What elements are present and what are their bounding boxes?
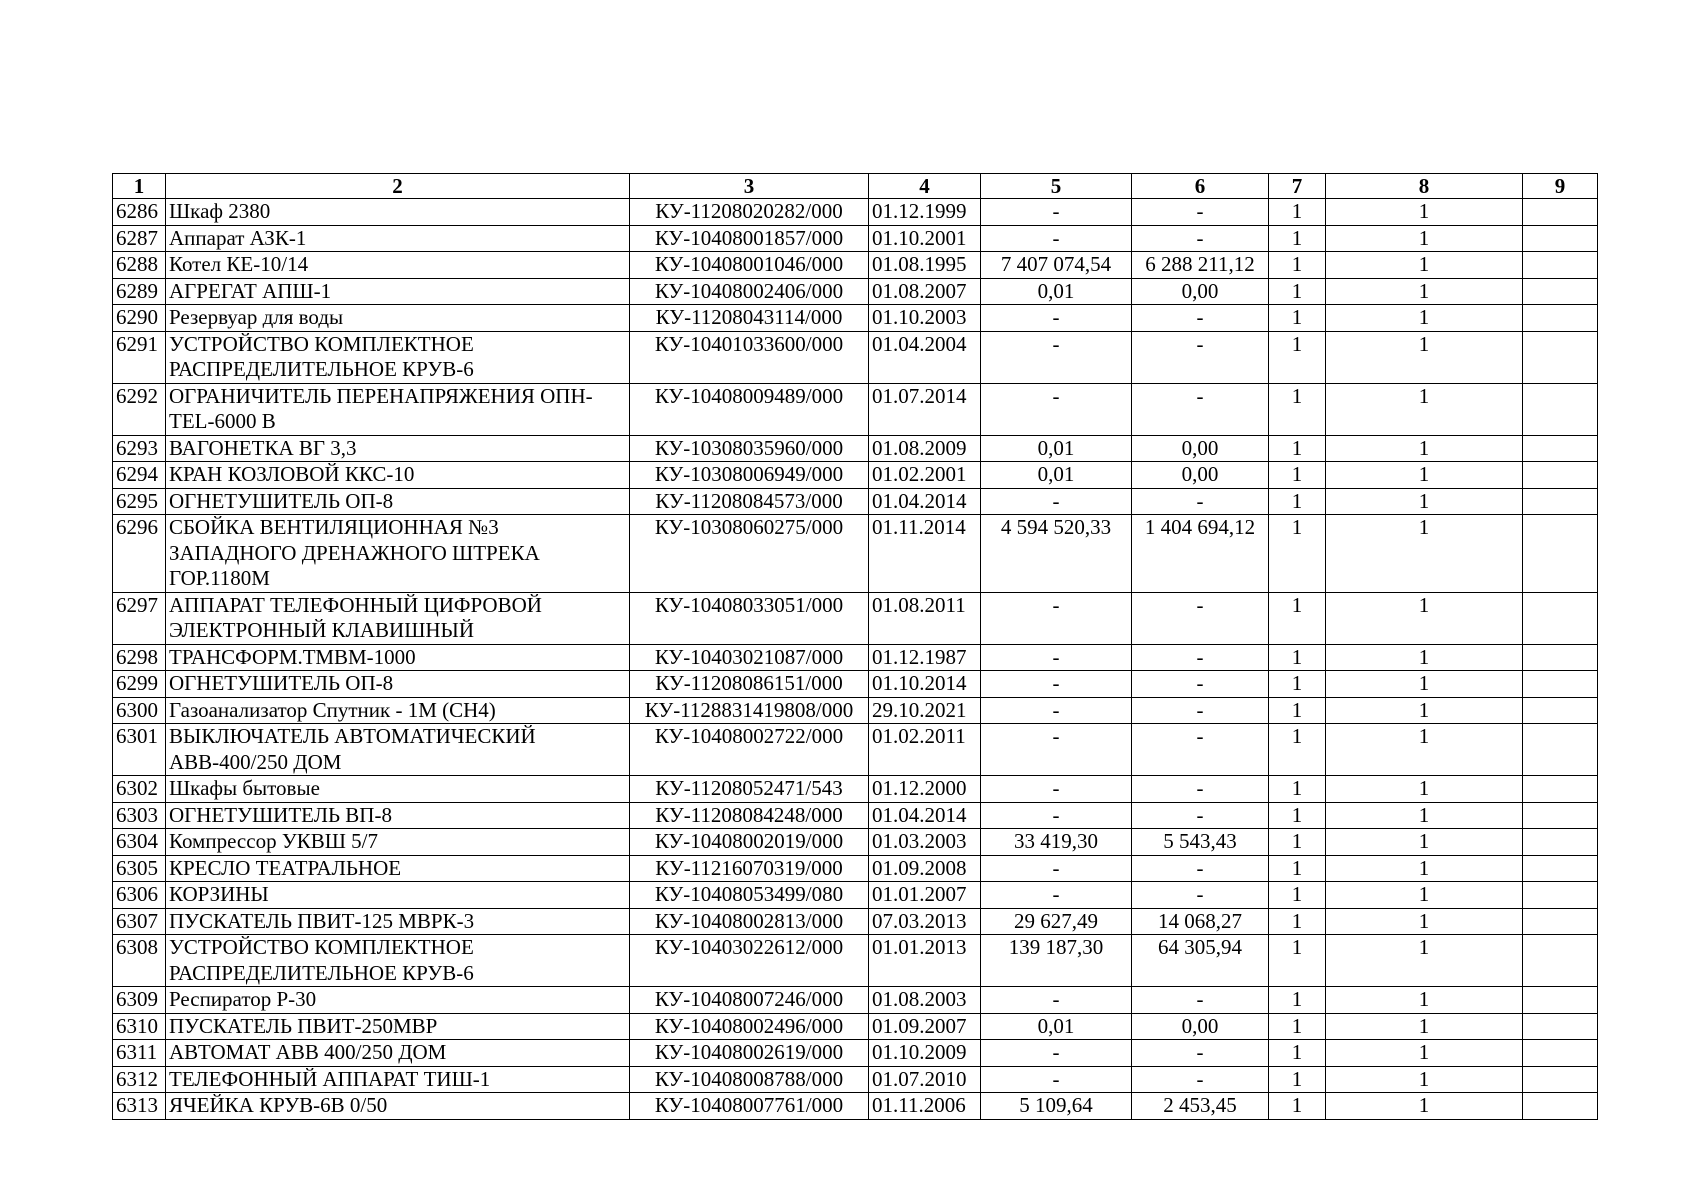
note-cell: [1523, 855, 1598, 882]
initial-cost-cell: -: [981, 1040, 1132, 1067]
quantity-actual-cell: 1: [1326, 908, 1523, 935]
table-row: [113, 882, 1598, 909]
quantity-actual-cell: 1: [1326, 724, 1523, 776]
row-number-cell: 6292: [113, 383, 166, 435]
quantity-cell: 1: [1269, 515, 1326, 593]
residual-value-cell: -: [1132, 882, 1269, 909]
residual-value-cell: -: [1132, 802, 1269, 829]
row-number-cell: 6296: [113, 515, 166, 593]
residual-value-cell: -: [1132, 987, 1269, 1014]
date-cell: 01.08.2011: [869, 592, 981, 644]
quantity-actual-cell: 1: [1326, 515, 1523, 593]
quantity-cell: 1: [1269, 776, 1326, 803]
inventory-number-cell: КУ-10408053499/080: [630, 882, 869, 909]
inventory-number-cell: КУ-10408002813/000: [630, 908, 869, 935]
table-row: [113, 644, 1598, 671]
residual-value-cell: -: [1132, 724, 1269, 776]
note-cell: [1523, 802, 1598, 829]
quantity-cell: 1: [1269, 225, 1326, 252]
initial-cost-cell: -: [981, 697, 1132, 724]
quantity-actual-cell: 1: [1326, 252, 1523, 279]
inventory-number-cell: КУ-10408002619/000: [630, 1040, 869, 1067]
row-number-cell: 6307: [113, 908, 166, 935]
table-row: [113, 802, 1598, 829]
date-cell: 01.08.2009: [869, 435, 981, 462]
quantity-actual-cell: 1: [1326, 1040, 1523, 1067]
quantity-cell: 1: [1269, 697, 1326, 724]
residual-value-cell: 0,00: [1132, 462, 1269, 489]
note-cell: [1523, 225, 1598, 252]
inventory-number-cell: КУ-11208043114/000: [630, 305, 869, 332]
row-number-cell: 6288: [113, 252, 166, 279]
initial-cost-cell: 33 419,30: [981, 829, 1132, 856]
note-cell: [1523, 935, 1598, 987]
initial-cost-cell: -: [981, 1066, 1132, 1093]
column-header-4: 4: [869, 174, 981, 199]
quantity-actual-cell: 1: [1326, 935, 1523, 987]
residual-value-cell: -: [1132, 199, 1269, 226]
date-cell: 01.08.1995: [869, 252, 981, 279]
table-row: [113, 724, 1598, 776]
quantity-actual-cell: 1: [1326, 987, 1523, 1014]
item-name-cell: СБОЙКА ВЕНТИЛЯЦИОННАЯ №3 ЗАПАДНОГО ДРЕНАЖНОГО ШТРЕКА ГОР.1180М: [166, 515, 630, 593]
inventory-number-cell: КУ-1128831419808/000: [630, 697, 869, 724]
quantity-cell: 1: [1269, 829, 1326, 856]
quantity-actual-cell: 1: [1326, 225, 1523, 252]
quantity-cell: 1: [1269, 305, 1326, 332]
quantity-actual-cell: 1: [1326, 278, 1523, 305]
item-name-cell: ЯЧЕЙКА КРУВ-6В 0/50: [166, 1093, 630, 1120]
quantity-cell: 1: [1269, 855, 1326, 882]
inventory-number-cell: КУ-11208084573/000: [630, 488, 869, 515]
initial-cost-cell: 7 407 074,54: [981, 252, 1132, 279]
date-cell: 01.09.2007: [869, 1013, 981, 1040]
row-number-cell: 6308: [113, 935, 166, 987]
note-cell: [1523, 1066, 1598, 1093]
date-cell: 01.11.2006: [869, 1093, 981, 1120]
initial-cost-cell: -: [981, 592, 1132, 644]
date-cell: 01.10.2001: [869, 225, 981, 252]
residual-value-cell: -: [1132, 331, 1269, 383]
initial-cost-cell: 0,01: [981, 1013, 1132, 1040]
inventory-number-cell: КУ-10408007761/000: [630, 1093, 869, 1120]
table-body: [113, 199, 1598, 1120]
table-row: [113, 1040, 1598, 1067]
inventory-number-cell: КУ-10408002496/000: [630, 1013, 869, 1040]
note-cell: [1523, 908, 1598, 935]
quantity-actual-cell: 1: [1326, 462, 1523, 489]
inventory-number-cell: КУ-10403022612/000: [630, 935, 869, 987]
quantity-actual-cell: 1: [1326, 199, 1523, 226]
residual-value-cell: 6 288 211,12: [1132, 252, 1269, 279]
inventory-number-cell: КУ-10401033600/000: [630, 331, 869, 383]
item-name-cell: Аппарат АЗК-1: [166, 225, 630, 252]
initial-cost-cell: 5 109,64: [981, 1093, 1132, 1120]
quantity-actual-cell: 1: [1326, 644, 1523, 671]
table-row: [113, 305, 1598, 332]
row-number-cell: 6305: [113, 855, 166, 882]
residual-value-cell: -: [1132, 1040, 1269, 1067]
row-number-cell: 6298: [113, 644, 166, 671]
date-cell: 01.10.2009: [869, 1040, 981, 1067]
residual-value-cell: -: [1132, 776, 1269, 803]
note-cell: [1523, 252, 1598, 279]
quantity-actual-cell: 1: [1326, 802, 1523, 829]
table-row: [113, 697, 1598, 724]
row-number-cell: 6291: [113, 331, 166, 383]
inventory-number-cell: КУ-11208052471/543: [630, 776, 869, 803]
quantity-cell: 1: [1269, 1093, 1326, 1120]
table-row: [113, 829, 1598, 856]
inventory-number-cell: КУ-10408001857/000: [630, 225, 869, 252]
quantity-actual-cell: 1: [1326, 1013, 1523, 1040]
item-name-cell: АВТОМАТ АВВ 400/250 ДОМ: [166, 1040, 630, 1067]
date-cell: 01.12.1987: [869, 644, 981, 671]
item-name-cell: Компрессор УКВШ 5/7: [166, 829, 630, 856]
initial-cost-cell: -: [981, 383, 1132, 435]
row-number-cell: 6294: [113, 462, 166, 489]
date-cell: 01.12.2000: [869, 776, 981, 803]
initial-cost-cell: 4 594 520,33: [981, 515, 1132, 593]
item-name-cell: ТЕЛЕФОННЫЙ АППАРАТ ТИШ-1: [166, 1066, 630, 1093]
table-row: [113, 278, 1598, 305]
row-number-cell: 6304: [113, 829, 166, 856]
row-number-cell: 6312: [113, 1066, 166, 1093]
date-cell: 01.09.2008: [869, 855, 981, 882]
initial-cost-cell: -: [981, 802, 1132, 829]
initial-cost-cell: 139 187,30: [981, 935, 1132, 987]
quantity-cell: 1: [1269, 488, 1326, 515]
item-name-cell: КОРЗИНЫ: [166, 882, 630, 909]
date-cell: 01.04.2014: [869, 802, 981, 829]
inventory-number-cell: КУ-10408008788/000: [630, 1066, 869, 1093]
date-cell: 01.07.2010: [869, 1066, 981, 1093]
residual-value-cell: -: [1132, 1066, 1269, 1093]
row-number-cell: 6303: [113, 802, 166, 829]
row-number-cell: 6300: [113, 697, 166, 724]
note-cell: [1523, 383, 1598, 435]
row-number-cell: 6287: [113, 225, 166, 252]
initial-cost-cell: 29 627,49: [981, 908, 1132, 935]
quantity-actual-cell: 1: [1326, 882, 1523, 909]
initial-cost-cell: -: [981, 305, 1132, 332]
residual-value-cell: -: [1132, 671, 1269, 698]
initial-cost-cell: -: [981, 225, 1132, 252]
quantity-cell: 1: [1269, 592, 1326, 644]
item-name-cell: ОГРАНИЧИТЕЛЬ ПЕРЕНАПРЯЖЕНИЯ ОПН-TEL-6000 В: [166, 383, 630, 435]
table-row: [113, 331, 1598, 383]
table-row: [113, 435, 1598, 462]
item-name-cell: Респиратор Р-30: [166, 987, 630, 1014]
residual-value-cell: -: [1132, 383, 1269, 435]
row-number-cell: 6313: [113, 1093, 166, 1120]
item-name-cell: Газоанализатор Спутник - 1М (СН4): [166, 697, 630, 724]
note-cell: [1523, 987, 1598, 1014]
inventory-number-cell: КУ-10408009489/000: [630, 383, 869, 435]
table-row: [113, 1093, 1598, 1120]
inventory-number-cell: КУ-10408033051/000: [630, 592, 869, 644]
table-row: [113, 855, 1598, 882]
table-row: [113, 462, 1598, 489]
row-number-cell: 6293: [113, 435, 166, 462]
item-name-cell: УСТРОЙСТВО КОМПЛЕКТНОЕ РАСПРЕДЕЛИТЕЛЬНОЕ КРУВ-6: [166, 331, 630, 383]
quantity-actual-cell: 1: [1326, 305, 1523, 332]
date-cell: 01.02.2011: [869, 724, 981, 776]
quantity-cell: 1: [1269, 331, 1326, 383]
row-number-cell: 6289: [113, 278, 166, 305]
inventory-number-cell: КУ-10408002722/000: [630, 724, 869, 776]
quantity-cell: 1: [1269, 1013, 1326, 1040]
date-cell: 01.04.2014: [869, 488, 981, 515]
residual-value-cell: -: [1132, 697, 1269, 724]
item-name-cell: ПУСКАТЕЛЬ ПВИТ-250МВР: [166, 1013, 630, 1040]
date-cell: 01.07.2014: [869, 383, 981, 435]
inventory-number-cell: КУ-10408007246/000: [630, 987, 869, 1014]
note-cell: [1523, 671, 1598, 698]
initial-cost-cell: -: [981, 882, 1132, 909]
quantity-cell: 1: [1269, 435, 1326, 462]
quantity-actual-cell: 1: [1326, 671, 1523, 698]
initial-cost-cell: -: [981, 987, 1132, 1014]
row-number-cell: 6299: [113, 671, 166, 698]
note-cell: [1523, 199, 1598, 226]
initial-cost-cell: -: [981, 488, 1132, 515]
residual-value-cell: 1 404 694,12: [1132, 515, 1269, 593]
inventory-number-cell: КУ-11208020282/000: [630, 199, 869, 226]
date-cell: 01.10.2014: [869, 671, 981, 698]
initial-cost-cell: -: [981, 644, 1132, 671]
residual-value-cell: 0,00: [1132, 278, 1269, 305]
quantity-actual-cell: 1: [1326, 776, 1523, 803]
item-name-cell: ОГНЕТУШИТЕЛЬ ОП-8: [166, 488, 630, 515]
initial-cost-cell: 0,01: [981, 462, 1132, 489]
quantity-actual-cell: 1: [1326, 697, 1523, 724]
item-name-cell: КРАН КОЗЛОВОЙ ККС-10: [166, 462, 630, 489]
initial-cost-cell: 0,01: [981, 278, 1132, 305]
row-number-cell: 6310: [113, 1013, 166, 1040]
quantity-actual-cell: 1: [1326, 829, 1523, 856]
note-cell: [1523, 278, 1598, 305]
quantity-cell: 1: [1269, 1066, 1326, 1093]
note-cell: [1523, 644, 1598, 671]
item-name-cell: Резервуар для воды: [166, 305, 630, 332]
table-row: [113, 383, 1598, 435]
quantity-cell: 1: [1269, 383, 1326, 435]
row-number-cell: 6290: [113, 305, 166, 332]
residual-value-cell: -: [1132, 644, 1269, 671]
date-cell: 01.04.2004: [869, 331, 981, 383]
item-name-cell: ВЫКЛЮЧАТЕЛЬ АВТОМАТИЧЕСКИЙ АВВ-400/250 ДОМ: [166, 724, 630, 776]
inventory-number-cell: КУ-11208084248/000: [630, 802, 869, 829]
inventory-number-cell: КУ-10308060275/000: [630, 515, 869, 593]
initial-cost-cell: -: [981, 331, 1132, 383]
note-cell: [1523, 1040, 1598, 1067]
inventory-number-cell: КУ-11216070319/000: [630, 855, 869, 882]
row-number-cell: 6301: [113, 724, 166, 776]
table-row: [113, 776, 1598, 803]
note-cell: [1523, 515, 1598, 593]
residual-value-cell: -: [1132, 305, 1269, 332]
quantity-actual-cell: 1: [1326, 331, 1523, 383]
column-header-2: 2: [166, 174, 630, 199]
initial-cost-cell: -: [981, 776, 1132, 803]
note-cell: [1523, 462, 1598, 489]
initial-cost-cell: -: [981, 724, 1132, 776]
date-cell: 01.11.2014: [869, 515, 981, 593]
table-row: [113, 1066, 1598, 1093]
item-name-cell: ОГНЕТУШИТЕЛЬ ВП-8: [166, 802, 630, 829]
residual-value-cell: 5 543,43: [1132, 829, 1269, 856]
table-row: [113, 592, 1598, 644]
column-header-1: 1: [113, 174, 166, 199]
item-name-cell: ПУСКАТЕЛЬ ПВИТ-125 МВРК-3: [166, 908, 630, 935]
residual-value-cell: -: [1132, 488, 1269, 515]
row-number-cell: 6309: [113, 987, 166, 1014]
table-row: [113, 488, 1598, 515]
inventory-number-cell: КУ-11208086151/000: [630, 671, 869, 698]
column-header-3: 3: [630, 174, 869, 199]
date-cell: 01.03.2003: [869, 829, 981, 856]
initial-cost-cell: 0,01: [981, 435, 1132, 462]
item-name-cell: ВАГОНЕТКА ВГ 3,3: [166, 435, 630, 462]
table-row: [113, 671, 1598, 698]
item-name-cell: КРЕСЛО ТЕАТРАЛЬНОЕ: [166, 855, 630, 882]
quantity-cell: 1: [1269, 802, 1326, 829]
quantity-actual-cell: 1: [1326, 383, 1523, 435]
date-cell: 01.08.2003: [869, 987, 981, 1014]
row-number-cell: 6311: [113, 1040, 166, 1067]
note-cell: [1523, 488, 1598, 515]
table-row: [113, 1013, 1598, 1040]
item-name-cell: АГРЕГАТ АПШ-1: [166, 278, 630, 305]
inventory-number-cell: КУ-10308035960/000: [630, 435, 869, 462]
note-cell: [1523, 305, 1598, 332]
note-cell: [1523, 331, 1598, 383]
item-name-cell: Котел КЕ-10/14: [166, 252, 630, 279]
residual-value-cell: 64 305,94: [1132, 935, 1269, 987]
table-row: [113, 908, 1598, 935]
quantity-actual-cell: 1: [1326, 1066, 1523, 1093]
residual-value-cell: -: [1132, 225, 1269, 252]
table-row: [113, 935, 1598, 987]
date-cell: 07.03.2013: [869, 908, 981, 935]
table-row: [113, 987, 1598, 1014]
row-number-cell: 6306: [113, 882, 166, 909]
quantity-actual-cell: 1: [1326, 1093, 1523, 1120]
item-name-cell: ТРАНСФОРМ.ТМВМ-1000: [166, 644, 630, 671]
table-row: [113, 225, 1598, 252]
date-cell: 01.01.2013: [869, 935, 981, 987]
date-cell: 29.10.2021: [869, 697, 981, 724]
table-row: [113, 199, 1598, 226]
column-header-7: 7: [1269, 174, 1326, 199]
inventory-table: [112, 173, 1598, 1120]
initial-cost-cell: -: [981, 671, 1132, 698]
item-name-cell: ОГНЕТУШИТЕЛЬ ОП-8: [166, 671, 630, 698]
quantity-actual-cell: 1: [1326, 488, 1523, 515]
note-cell: [1523, 592, 1598, 644]
initial-cost-cell: -: [981, 199, 1132, 226]
quantity-cell: 1: [1269, 671, 1326, 698]
residual-value-cell: 0,00: [1132, 1013, 1269, 1040]
residual-value-cell: -: [1132, 855, 1269, 882]
residual-value-cell: 14 068,27: [1132, 908, 1269, 935]
quantity-cell: 1: [1269, 724, 1326, 776]
row-number-cell: 6302: [113, 776, 166, 803]
inventory-number-cell: КУ-10403021087/000: [630, 644, 869, 671]
quantity-cell: 1: [1269, 882, 1326, 909]
quantity-cell: 1: [1269, 644, 1326, 671]
inventory-number-cell: КУ-10408002019/000: [630, 829, 869, 856]
date-cell: 01.01.2007: [869, 882, 981, 909]
quantity-cell: 1: [1269, 935, 1326, 987]
note-cell: [1523, 1093, 1598, 1120]
item-name-cell: УСТРОЙСТВО КОМПЛЕКТНОЕ РАСПРЕДЕЛИТЕЛЬНОЕ КРУВ-6: [166, 935, 630, 987]
quantity-cell: 1: [1269, 1040, 1326, 1067]
quantity-cell: 1: [1269, 987, 1326, 1014]
row-number-cell: 6295: [113, 488, 166, 515]
quantity-actual-cell: 1: [1326, 435, 1523, 462]
date-cell: 01.10.2003: [869, 305, 981, 332]
table-row: [113, 515, 1598, 593]
header-row: [113, 174, 1598, 199]
quantity-cell: 1: [1269, 908, 1326, 935]
quantity-actual-cell: 1: [1326, 592, 1523, 644]
column-header-9: 9: [1523, 174, 1598, 199]
date-cell: 01.02.2001: [869, 462, 981, 489]
note-cell: [1523, 435, 1598, 462]
item-name-cell: Шкаф 2380: [166, 199, 630, 226]
initial-cost-cell: -: [981, 855, 1132, 882]
column-header-6: 6: [1132, 174, 1269, 199]
note-cell: [1523, 1013, 1598, 1040]
note-cell: [1523, 882, 1598, 909]
residual-value-cell: -: [1132, 592, 1269, 644]
table-row: [113, 252, 1598, 279]
column-header-5: 5: [981, 174, 1132, 199]
item-name-cell: Шкафы бытовые: [166, 776, 630, 803]
quantity-cell: 1: [1269, 252, 1326, 279]
inventory-number-cell: КУ-10408001046/000: [630, 252, 869, 279]
column-header-8: 8: [1326, 174, 1523, 199]
residual-value-cell: 0,00: [1132, 435, 1269, 462]
inventory-number-cell: КУ-10408002406/000: [630, 278, 869, 305]
date-cell: 01.08.2007: [869, 278, 981, 305]
residual-value-cell: 2 453,45: [1132, 1093, 1269, 1120]
note-cell: [1523, 829, 1598, 856]
quantity-cell: 1: [1269, 462, 1326, 489]
note-cell: [1523, 724, 1598, 776]
row-number-cell: 6297: [113, 592, 166, 644]
note-cell: [1523, 776, 1598, 803]
row-number-cell: 6286: [113, 199, 166, 226]
quantity-actual-cell: 1: [1326, 855, 1523, 882]
inventory-number-cell: КУ-10308006949/000: [630, 462, 869, 489]
quantity-cell: 1: [1269, 278, 1326, 305]
date-cell: 01.12.1999: [869, 199, 981, 226]
quantity-cell: 1: [1269, 199, 1326, 226]
item-name-cell: АППАРАТ ТЕЛЕФОННЫЙ ЦИФРОВОЙ ЭЛЕКТРОННЫЙ КЛАВИШНЫЙ: [166, 592, 630, 644]
note-cell: [1523, 697, 1598, 724]
